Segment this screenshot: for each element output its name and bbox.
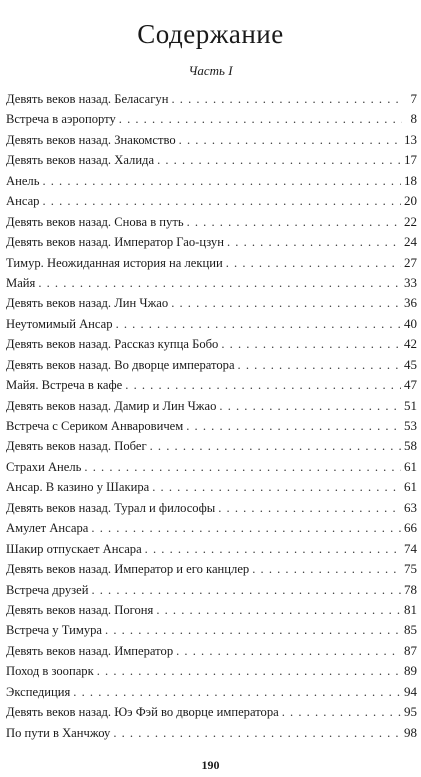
toc-entry-page: 58 <box>404 438 417 454</box>
dot-leader <box>186 416 401 436</box>
toc-entry-page: 89 <box>404 663 417 679</box>
toc-entry-page: 45 <box>404 356 417 372</box>
toc-entry <box>6 457 417 477</box>
toc-entry-title: Экспедиция <box>6 684 71 699</box>
dot-leader <box>97 661 401 681</box>
toc-entry <box>6 641 417 661</box>
toc-entry <box>6 89 417 109</box>
dot-leader <box>73 682 401 702</box>
page-title: Содержание <box>137 19 284 50</box>
toc-entry-page: 36 <box>404 295 417 311</box>
dot-leader <box>42 191 401 211</box>
toc-entry-page: 7 <box>410 91 417 106</box>
toc-entry-title: Девять веков назад. Император Гао-цзун <box>6 235 224 250</box>
toc-entry-title: Девять веков назад. Халида <box>6 153 155 168</box>
toc-entry-title: Майя. Встреча в кафе <box>6 378 123 393</box>
toc-entry-page: 22 <box>404 213 417 229</box>
dot-leader <box>219 396 401 416</box>
dot-leader <box>226 253 401 273</box>
toc-entry <box>6 600 417 620</box>
dot-leader <box>227 232 401 252</box>
dot-leader <box>152 477 401 497</box>
toc-entry-page: 13 <box>404 131 417 147</box>
toc-entry-page: 17 <box>404 152 417 168</box>
dot-leader <box>116 314 401 334</box>
dot-leader <box>38 273 401 293</box>
toc-entry <box>6 334 417 354</box>
toc-entry <box>6 518 417 538</box>
toc-entry <box>6 416 417 436</box>
toc-entry-page: 53 <box>404 418 417 433</box>
toc-entry-page: 27 <box>404 254 417 270</box>
toc-entry <box>6 212 417 232</box>
dot-leader <box>105 620 401 640</box>
toc-entry-title: Майя <box>6 275 36 290</box>
toc-entry-title: Страхи Анель <box>6 459 82 474</box>
dot-leader <box>179 130 401 150</box>
toc-entry-page: 61 <box>404 458 417 474</box>
toc-entry-page: 33 <box>404 274 417 290</box>
toc-entry <box>6 723 417 743</box>
dot-leader <box>145 539 401 559</box>
toc-entry-title: Поход в зоопарк <box>6 664 94 679</box>
toc-entry-page: 42 <box>404 336 417 352</box>
toc-entry-title: Девять веков назад. Император и его канцлер <box>6 562 250 577</box>
toc-entry <box>6 273 417 293</box>
page-number: 190 <box>201 758 220 772</box>
toc-entry <box>6 620 417 640</box>
toc-entry-page: 8 <box>410 111 417 127</box>
toc-entry-title: Девять веков назад. Снова в путь <box>6 214 184 229</box>
toc-entry <box>6 661 417 681</box>
toc-entry-title: Амулет Ансара <box>6 521 89 536</box>
toc-entry-page: 61 <box>404 479 417 495</box>
toc-entry-title: Неутомимый Ансар <box>6 316 113 331</box>
toc-entry-title: Встреча у Тимура <box>6 623 103 638</box>
toc-entry <box>6 375 417 395</box>
part-heading: Часть I <box>188 63 233 78</box>
toc-entry <box>6 293 417 313</box>
toc-entry-page: 63 <box>404 499 417 515</box>
toc-entry-title: Анель <box>6 173 40 188</box>
toc-entry-title: Девять веков назад. Погоня <box>6 602 154 617</box>
dot-leader <box>218 498 401 518</box>
dot-leader <box>157 150 401 170</box>
toc-entry-page: 78 <box>404 581 417 597</box>
dot-leader <box>221 334 401 354</box>
toc-entry-title: Ансар. В казино у Шакира <box>6 480 150 495</box>
toc-entry <box>6 682 417 702</box>
toc-entry-page: 81 <box>404 601 417 617</box>
dot-leader <box>91 518 401 538</box>
dot-leader <box>125 375 401 395</box>
toc-entry-page: 66 <box>404 520 417 536</box>
toc-entry-title: Ансар <box>6 194 40 209</box>
toc-entry <box>6 130 417 150</box>
dot-leader <box>119 109 402 129</box>
toc-entry-page: 98 <box>404 724 417 740</box>
toc-entry <box>6 396 417 416</box>
dot-leader <box>282 702 401 722</box>
toc-entry-page: 87 <box>404 642 417 658</box>
toc-entry-title: Девять веков назад. Беласагун <box>6 92 169 106</box>
toc-entry-page: 18 <box>404 172 417 188</box>
toc-entry-page: 24 <box>404 234 417 250</box>
dot-leader <box>187 212 401 232</box>
toc-entry-page: 95 <box>404 704 417 720</box>
dot-leader <box>238 355 401 375</box>
toc-entry-title: Девять веков назад. Император <box>6 643 174 658</box>
toc-entry-title: Встреча в аэропорту <box>6 112 116 127</box>
toc-entry-title: Девять веков назад. Лин Чжао <box>6 296 169 311</box>
toc-entry-title: По пути в Ханчжоу <box>6 725 111 740</box>
toc-entry-title: Девять веков назад. Дамир и Лин Чжао <box>6 398 217 413</box>
dot-leader <box>171 293 401 313</box>
toc-entry <box>6 436 417 456</box>
toc-entry-title: Девять веков назад. Знакомство <box>6 132 176 147</box>
toc-entry-title: Встреча друзей <box>6 582 89 597</box>
dot-leader <box>91 580 401 600</box>
toc-entry <box>6 150 417 170</box>
toc-entry <box>6 559 417 579</box>
dot-leader <box>252 559 401 579</box>
toc-entry-title: Девять веков назад. Юэ Фэй во дворце императора <box>6 705 279 720</box>
toc-entry <box>6 171 417 191</box>
toc-entry <box>6 355 417 375</box>
toc-entry-page: 94 <box>404 683 417 699</box>
dot-leader <box>176 641 401 661</box>
toc-entry <box>6 191 417 211</box>
toc-entry <box>6 539 417 559</box>
toc-entry-title: Девять веков назад. Рассказ купца Бобо <box>6 337 219 352</box>
toc-entry-page: 40 <box>404 315 417 331</box>
toc-entry-page: 47 <box>404 377 417 393</box>
toc-entry <box>6 477 417 497</box>
toc-entry-title: Встреча с Сериком Анваровичем <box>6 419 184 433</box>
toc-entry-title: Девять веков назад. Во дворце императора <box>6 357 235 372</box>
toc-entry <box>6 498 417 518</box>
dot-leader <box>171 89 402 109</box>
toc-entry <box>6 253 417 273</box>
toc-entry-title: Тимур. Неожиданная история на лекции <box>6 255 223 270</box>
toc-entry-page: 74 <box>404 540 417 556</box>
toc-entry-page: 20 <box>404 193 417 209</box>
toc-entry-title: Девять веков назад. Турал и философы <box>6 500 216 515</box>
dot-leader <box>156 600 401 620</box>
table-of-contents <box>6 89 417 743</box>
toc-entry-page: 51 <box>404 397 417 413</box>
toc-entry <box>6 580 417 600</box>
toc-entry <box>6 702 417 722</box>
dot-leader <box>42 171 401 191</box>
dot-leader <box>113 723 401 743</box>
toc-entry <box>6 232 417 252</box>
dot-leader <box>150 436 401 456</box>
toc-entry-page: 85 <box>404 622 417 638</box>
toc-entry <box>6 314 417 334</box>
toc-entry-page: 75 <box>404 561 417 577</box>
toc-entry-title: Шакир отпускает Ансара <box>6 541 142 556</box>
toc-entry <box>6 109 417 129</box>
toc-entry-title: Девять веков назад. Побег <box>6 439 147 454</box>
dot-leader <box>84 457 401 477</box>
